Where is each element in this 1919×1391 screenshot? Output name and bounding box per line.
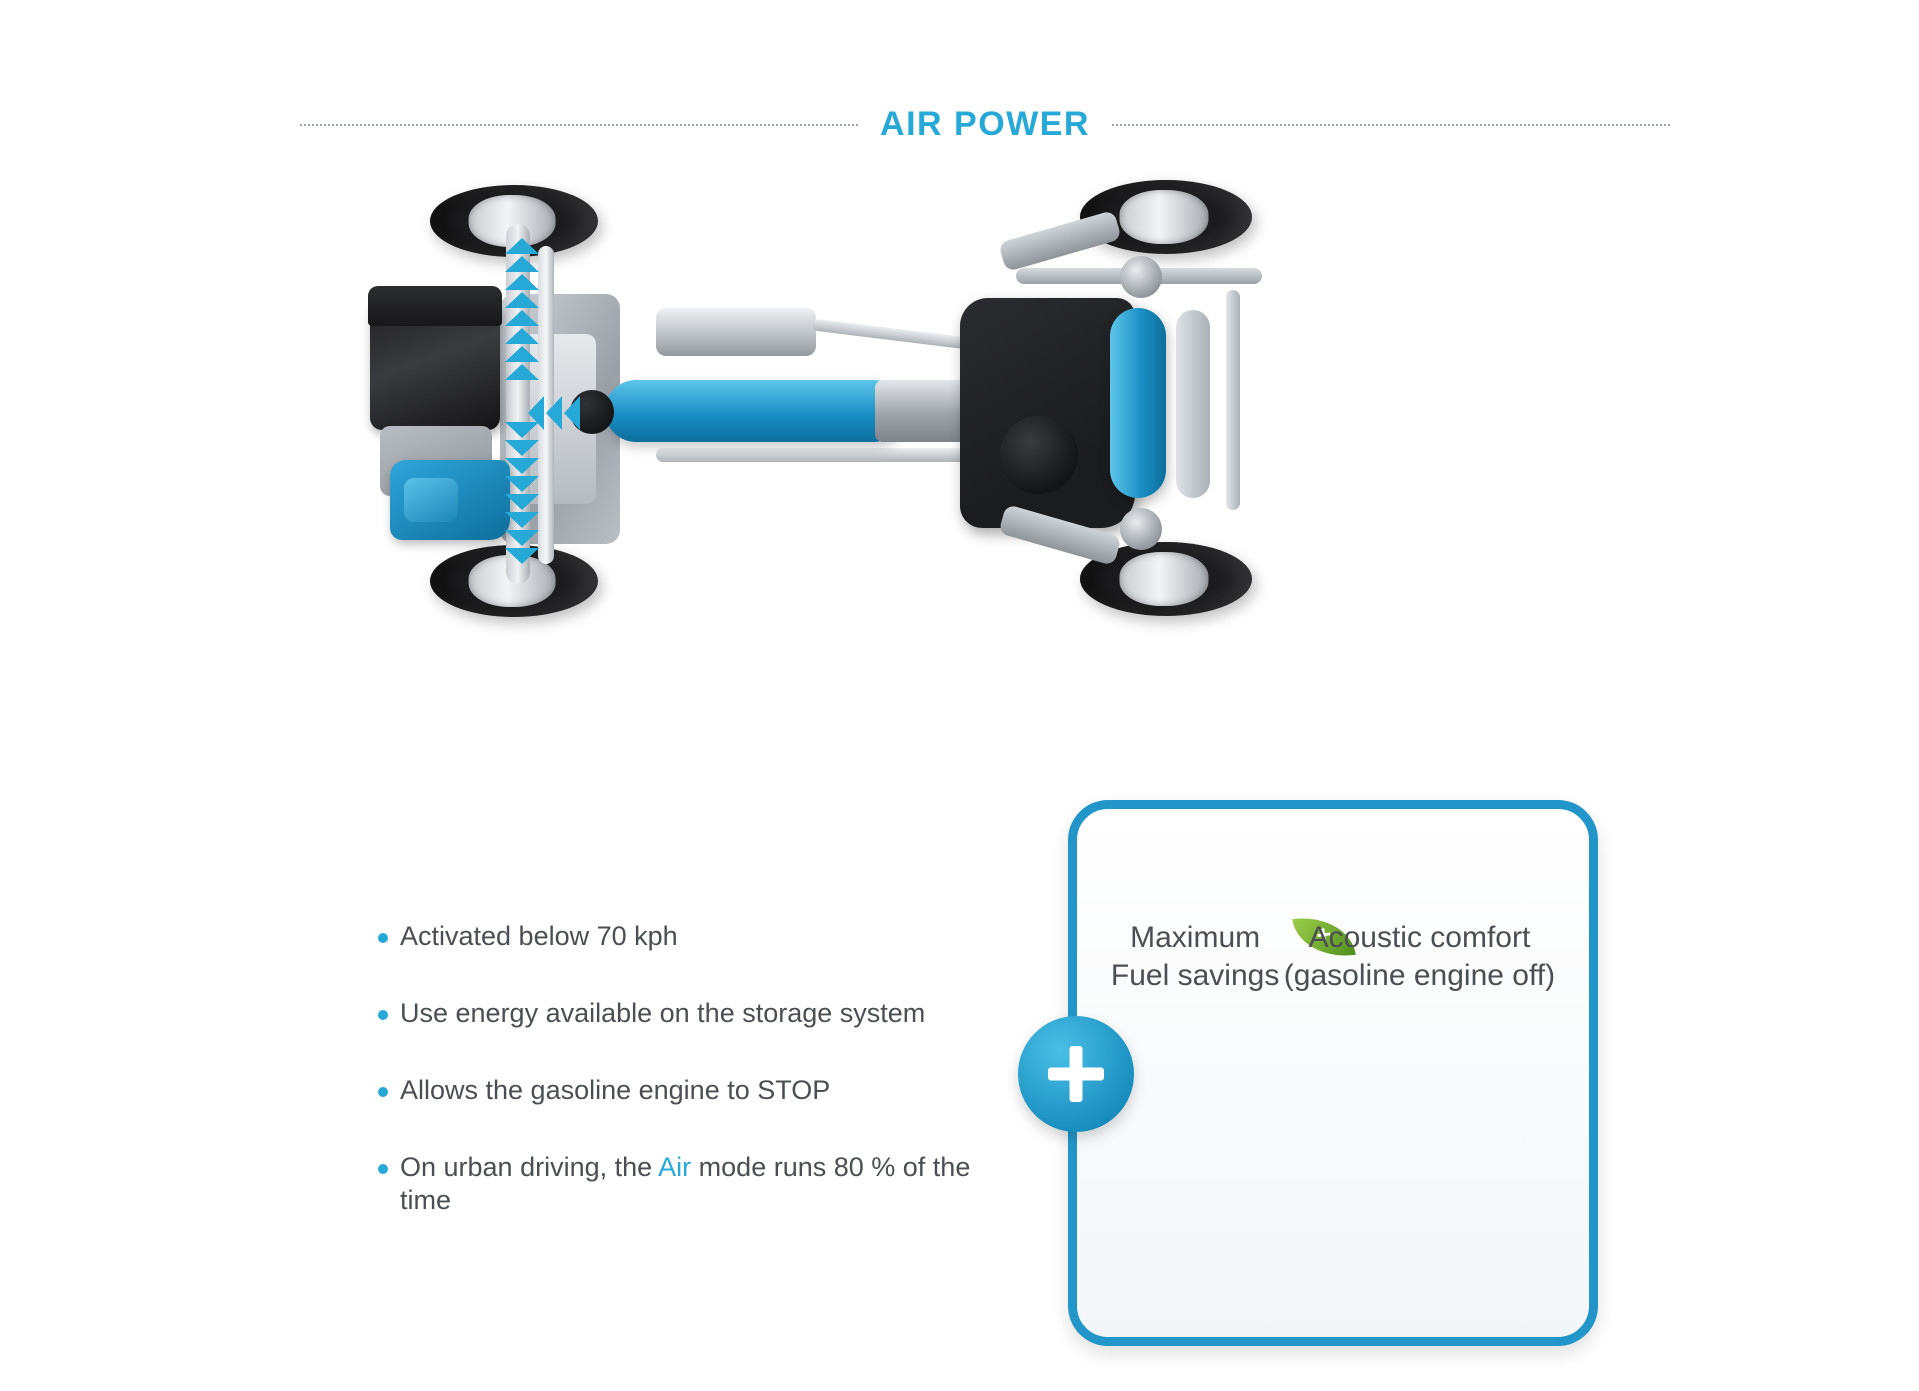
low-pressure-accumulator-secondary (1176, 310, 1210, 498)
rear-hub-right (1120, 508, 1162, 550)
bullet-label-mixed (400, 1151, 978, 1217)
bullet-dot-icon (378, 1164, 388, 1174)
rear-hub-left (1120, 256, 1162, 298)
bullet-text-after: mode runs 80 % of the time (400, 1151, 971, 1215)
energy-flow-arrows-down (505, 422, 539, 566)
rear-suspension-arm-left (998, 210, 1122, 272)
benefit-item-fuel-savings (1111, 919, 1279, 996)
energy-flow-arrows-left (528, 396, 582, 432)
fuel-tank (960, 298, 1135, 528)
list-item (378, 997, 978, 1030)
benefit-line-2: (gasoline engine off) (1283, 959, 1556, 993)
bullet-dot-icon (378, 1087, 388, 1097)
title-divider-right (1112, 124, 1670, 126)
list-item (378, 1151, 978, 1217)
rear-cross-member (1226, 290, 1240, 510)
benefit-line-1: Acoustic comfort (1308, 921, 1531, 954)
benefit-line-2: Fuel savings (1110, 959, 1280, 993)
energy-flow-arrows-up (505, 238, 539, 382)
feature-bullet-list (378, 920, 978, 1261)
powertrain-illustration (420, 190, 1520, 770)
page-title: AIR POWER (880, 104, 1090, 143)
exhaust-muffler (656, 308, 816, 356)
bullet-text-before: On urban driving, the (400, 1151, 659, 1182)
bullet-text-highlight: Air (658, 1151, 692, 1182)
exhaust-pipe-lower (656, 448, 966, 462)
hydraulic-pump-motor (390, 460, 510, 540)
list-item (378, 1074, 978, 1107)
benefit-line-1: Maximum (1130, 921, 1261, 954)
slide-title-band (300, 100, 1670, 148)
bullet-label: Activated below 70 kph (400, 921, 678, 951)
bullet-label: Allows the gasoline engine to STOP (400, 1074, 831, 1105)
benefit-item-acoustic-comfort (1284, 919, 1555, 996)
plus-badge (1018, 1016, 1134, 1132)
bullet-dot-icon (378, 933, 388, 943)
title-divider-left (300, 124, 858, 126)
engine-cylinder-head (368, 286, 502, 326)
high-pressure-accumulator (605, 380, 905, 442)
bullet-dot-icon (378, 1010, 388, 1020)
low-pressure-accumulator (1110, 308, 1166, 498)
bullet-label: Use energy available on the storage system (400, 997, 926, 1028)
list-item (378, 920, 978, 953)
benefits-panel (1068, 800, 1598, 1346)
